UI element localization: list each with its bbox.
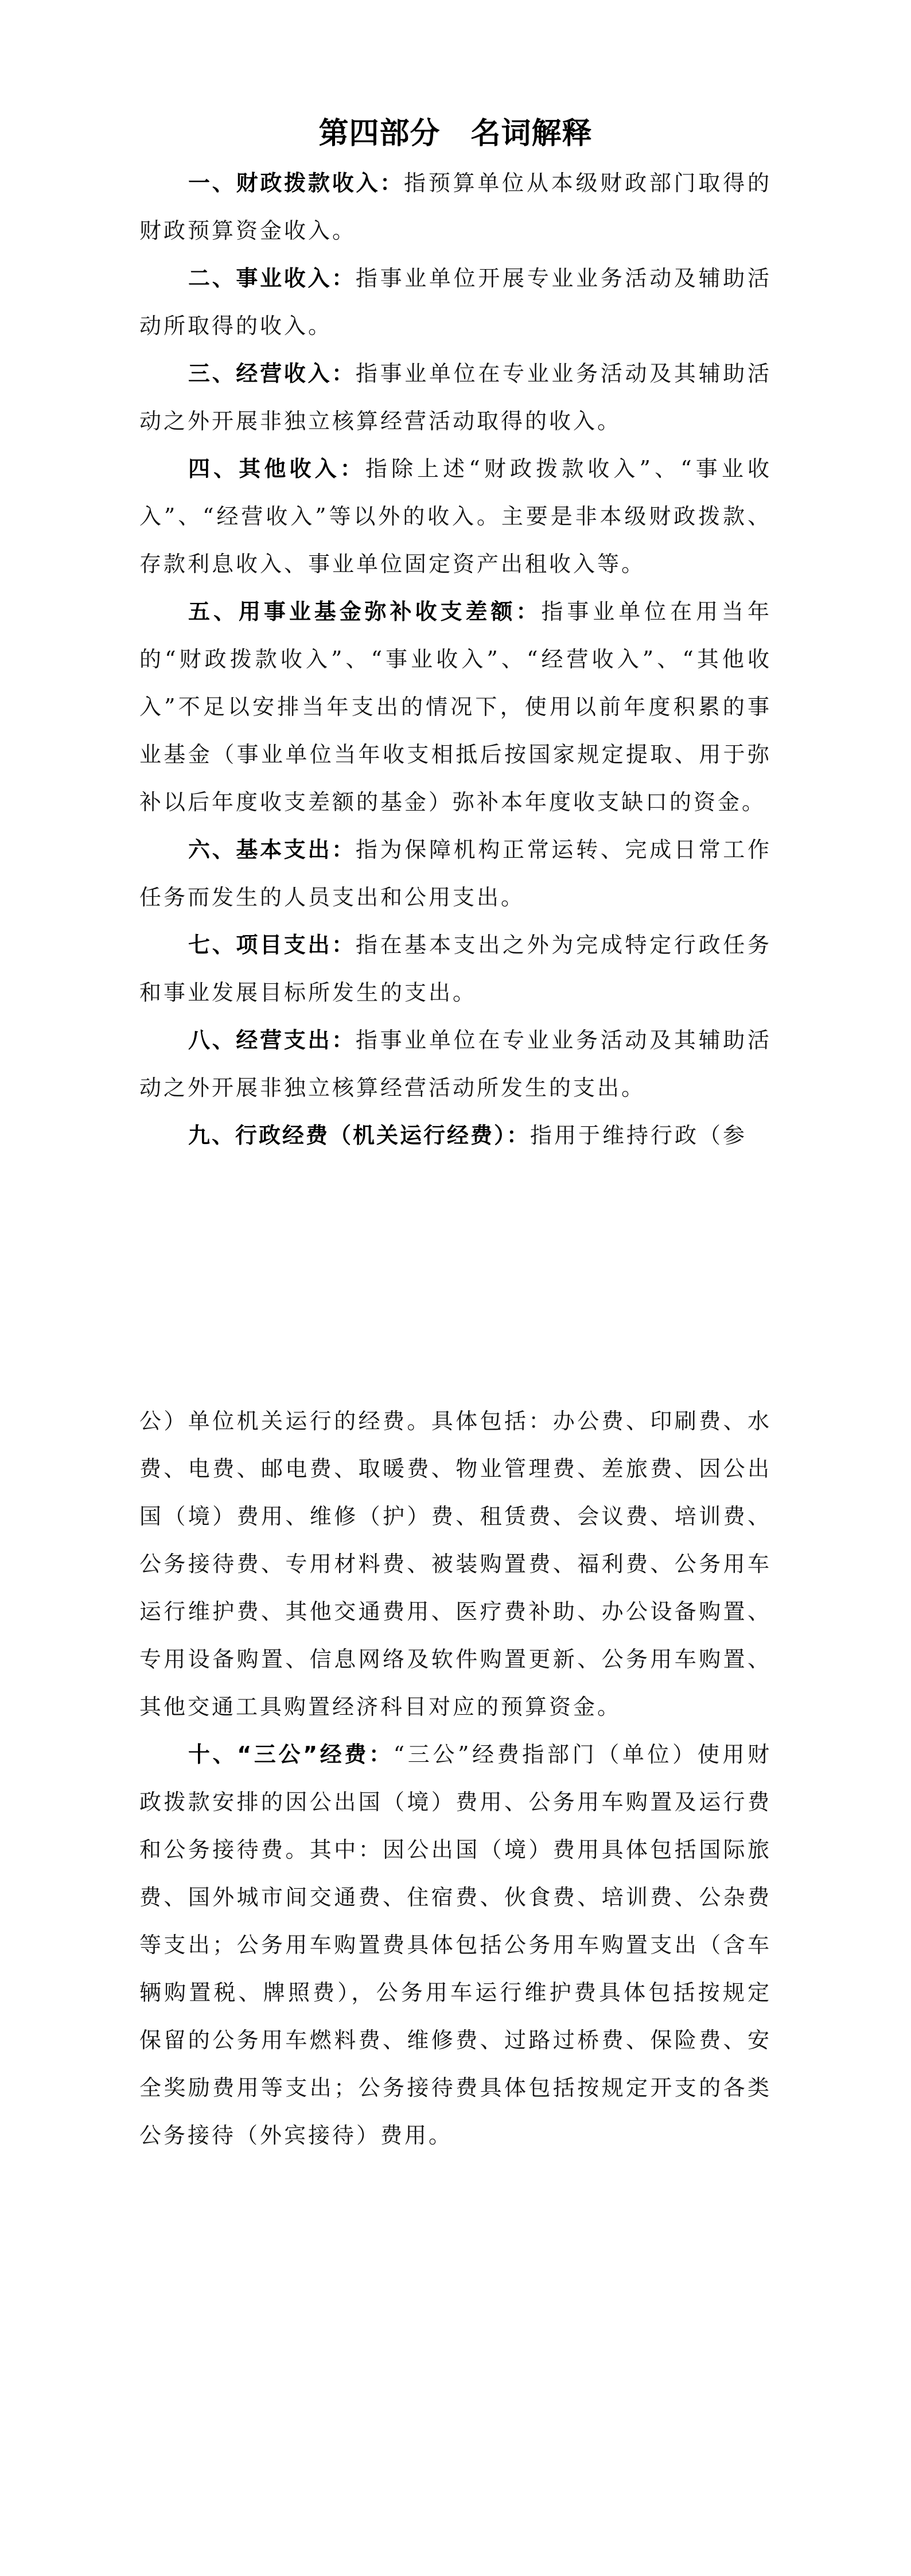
glossary-section-page-1 bbox=[139, 159, 772, 1159]
glossary-term: 一、财政拨款收入： bbox=[188, 170, 404, 196]
glossary-section-page-2 bbox=[139, 1398, 772, 2159]
glossary-term: 三、经营收入： bbox=[188, 361, 356, 386]
glossary-definition: 指在基本支出之外为完成特定行政任务和事业发展目标所发生的支出。 bbox=[139, 932, 772, 1005]
glossary-entry-operating-income bbox=[139, 350, 772, 445]
glossary-entry-operating-expenditure bbox=[139, 1017, 772, 1112]
page-title: 第四部分 名词解释 bbox=[318, 116, 593, 151]
glossary-term: 四、其他收入： bbox=[188, 456, 365, 481]
glossary-term: 五、用事业基金弥补收支差额： bbox=[188, 599, 542, 624]
glossary-term: 六、基本支出： bbox=[188, 837, 356, 862]
glossary-term: 九、行政经费（机关运行经费）： bbox=[188, 1123, 531, 1148]
glossary-term: 十、“三公”经费： bbox=[188, 1742, 394, 1767]
glossary-entry-three-public-expenses bbox=[139, 1731, 772, 2159]
glossary-definition: 指事业单位在专业业务活动及其辅助活动之外开展非独立核算经营活动所发生的支出。 bbox=[139, 1028, 772, 1100]
glossary-entry-administrative-funds bbox=[139, 1112, 772, 1159]
glossary-entry-other-income bbox=[139, 445, 772, 588]
glossary-definition: 指除上述“财政拨款收入”、“事业收入”、“经营收入”等以外的收入。主要是非本级财政拨款、存款利息收入、事业单位固定资产出租收入等。 bbox=[139, 456, 772, 577]
glossary-entry-financial-appropriation-income bbox=[139, 159, 772, 255]
glossary-definition: 指用于维持行政（参 bbox=[530, 1123, 748, 1148]
glossary-definition: 指事业单位在专业业务活动及其辅助活动之外开展非独立核算经营活动取得的收入。 bbox=[139, 361, 772, 434]
glossary-term: 二、事业收入： bbox=[188, 266, 356, 291]
glossary-entry-business-income bbox=[139, 255, 772, 350]
glossary-definition: 指事业单位开展专业业务活动及辅助活动所取得的收入。 bbox=[139, 266, 772, 338]
glossary-definition: “三公”经费指部门（单位）使用财政拨款安排的因公出国（境）费用、公务用车购置及运行费和公务接待费。其中：因公出国（境）费用具体包括国际旅费、国外城市间交通费、住宿费、伙食费、培训费、公杂费等支出；公务用车购置费具体包括公务用车购置支出（含车辆购置税、牌照费），公务用车运行维护费具体包括按规定保留的公务用车燃料费、维修费、过路过桥费、保险费、安全奖励费用等支出；公务接待费具体包括按规定开支的各类公务接待（外宾接待）费用。 bbox=[139, 1742, 772, 2148]
glossary-definition: 公）单位机关运行的经费。具体包括：办公费、印刷费、水费、电费、邮电费、取暖费、物业管理费、差旅费、因公出国（境）费用、维修（护）费、租赁费、会议费、培训费、公务接待费、专用材料费、被装购置费、福利费、公务用车运行维护费、其他交通费用、医疗费补助、办公设备购置、专用设备购置、信息网络及软件购置更新、公务用车购置、其他交通工具购置经济科目对应的预算资金。 bbox=[139, 1408, 772, 1719]
glossary-definition: 指事业单位在用当年的“财政拨款收入”、“事业收入”、“经营收入”、“其他收入”不足以安排当年支出的情况下，使用以前年度积累的事业基金（事业单位当年收支相抵后按国家规定提取、用于弥补以后年度收支差额的基金）弥补本年度收支缺口的资金。 bbox=[139, 599, 772, 815]
glossary-term: 七、项目支出： bbox=[188, 932, 356, 958]
glossary-entry-project-expenditure bbox=[139, 921, 772, 1017]
glossary-entry-business-fund-offset bbox=[139, 588, 772, 826]
glossary-definition: 指为保障机构正常运转、完成日常工作任务而发生的人员支出和公用支出。 bbox=[139, 837, 772, 910]
glossary-entry-administrative-funds-continued bbox=[139, 1398, 772, 1731]
glossary-term: 八、经营支出： bbox=[188, 1028, 356, 1053]
glossary-definition: 指预算单位从本级财政部门取得的财政预算资金收入。 bbox=[139, 170, 772, 243]
glossary-entry-basic-expenditure bbox=[139, 826, 772, 921]
